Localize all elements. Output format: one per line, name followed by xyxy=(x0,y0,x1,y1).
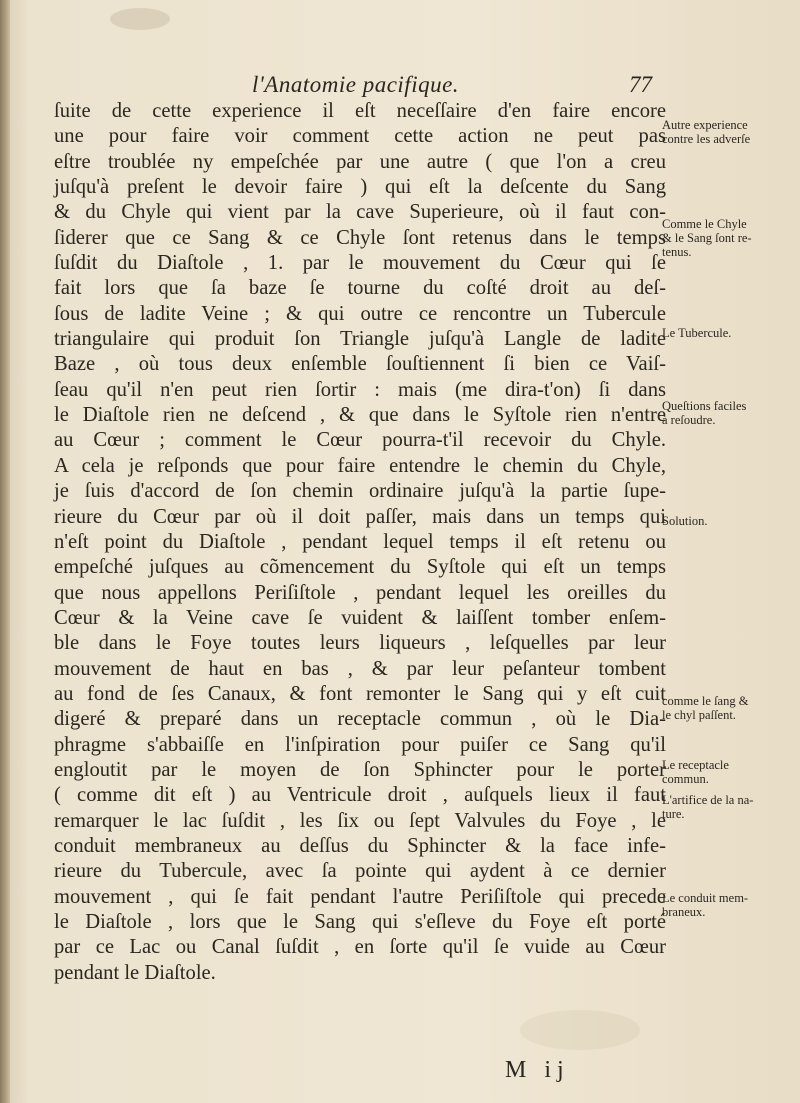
text-line: n'eſt point du Diaſtole , pendant lequel temps il eſt retenu ou xyxy=(54,530,666,553)
margin-note-line: ture. xyxy=(662,807,685,821)
text-line: engloutit par le moyen de ſon Sphincter pour le porter xyxy=(54,758,666,781)
margin-note xyxy=(662,891,798,919)
text-line: conduit membraneux au deſſus du Sphincter & la face infe- xyxy=(54,834,666,857)
margin-note xyxy=(662,793,798,821)
page-header xyxy=(230,72,660,102)
text-line: triangulaire qui produit ſon Triangle juſqu'à Langle de ladite xyxy=(54,328,666,351)
text-line: empeſché juſques au cõmencement du Syſtole qui eſt un temps xyxy=(54,556,666,579)
margin-note-line: à reſoudre. xyxy=(662,413,716,427)
body-text xyxy=(54,99,666,986)
text-line: digeré & preparé dans un receptacle commun , où le Dia- xyxy=(54,708,666,731)
text-line: par ce Lac ou Canal ſuſdit , en ſorte qu'il ſe vuide au Cœur xyxy=(54,936,666,959)
margin-note-line: contre les adverſe xyxy=(662,132,751,146)
text-line: fait lors que ſa baze ſe tourne du coſté droit au deſ- xyxy=(54,277,666,300)
text-line: rieure du Cœur par où il doit paſſer, mais dans un temps qui xyxy=(54,505,666,528)
text-line: A cela je reſponds que pour faire entendre le chemin du Chyle, xyxy=(54,454,666,477)
margin-note xyxy=(662,694,798,722)
margin-note-line: Le Tubercule. xyxy=(662,326,732,340)
text-line: mouvement , qui ſe fait pendant l'autre Periſiſtole qui precede xyxy=(54,885,666,908)
margin-note-line: Comme le Chyle xyxy=(662,217,747,231)
margin-note-line: Autre experience xyxy=(662,118,748,132)
text-line: ſiderer que ce Sang & ce Chyle ſont retenus dans le temps xyxy=(54,226,666,249)
text-line: juſqu'à preſent le devoir faire ) qui eſt la deſcente du Sang xyxy=(54,176,666,199)
text-line: Baze , où tous deux enſemble ſouſtiennent ſi bien ce Vaiſ- xyxy=(54,353,666,376)
text-line: ble dans le Foye toutes leurs liqueurs , leſquelles par leur xyxy=(54,632,666,655)
text-line: que nous appellons Periſiſtole , pendant lequel les oreilles du xyxy=(54,581,666,604)
margin-note xyxy=(662,217,798,259)
text-line: ſuſdit du Diaſtole , 1. par le mouvement du Cœur qui ſe xyxy=(54,252,666,275)
margin-note-line: L'artifice de la na- xyxy=(662,793,754,807)
margin-note-line: commun. xyxy=(662,772,709,786)
book-spine-edge xyxy=(0,0,10,1103)
text-line: ſous de ladite Veine ; & qui outre ce rencontre un Tubercule xyxy=(54,302,666,325)
text-line: ( comme dit eſt ) au Ventricule droit , auſquels lieux il faut xyxy=(54,784,666,807)
margin-note xyxy=(662,399,798,427)
text-line: le Diaſtole , lors que le Sang qui s'eſleve du Foye eſt porté xyxy=(54,911,666,933)
text-line: le Diaſtole rien ne deſcend , & que dans le Syſtole rien n'entre xyxy=(54,404,666,427)
signature-mark: M ij xyxy=(505,1057,570,1083)
text-line: une pour faire voir comment cette action ne peut pas xyxy=(54,125,666,148)
margin-note-line: Le conduit mem- xyxy=(662,891,749,905)
margin-note-line: Le receptacle xyxy=(662,758,729,772)
running-title: l'Anatomie pacifique. xyxy=(252,72,460,97)
margin-note xyxy=(662,514,798,528)
text-line: & du Chyle qui vient par la cave Superieure, où il faut con- xyxy=(54,201,666,224)
text-line: au Cœur ; comment le Cœur pourra-t'il recevoir du Chyle. xyxy=(54,429,666,452)
text-line: Cœur & la Veine cave ſe vuident & laiſſent tomber enſem- xyxy=(54,606,666,629)
margin-note xyxy=(662,118,798,146)
text-line: rieure du Tubercule, avec ſa pointe qui aydent à ce dernier xyxy=(54,860,666,883)
text-line: mouvement de haut en bas , & par leur peſanteur tombent xyxy=(54,657,666,680)
margin-note-line: Solution. xyxy=(662,514,708,528)
text-line: pendant le Diaſtole. xyxy=(54,961,216,984)
paper-stain xyxy=(110,8,170,30)
margin-note-line: braneux. xyxy=(662,905,706,919)
paper-stain xyxy=(520,1010,640,1050)
margin-note-line: le chyl paſſent. xyxy=(662,708,736,722)
text-line: ſuite de cette experience il eſt neceſſaire d'en faire encore xyxy=(54,100,666,122)
page-number: 77 xyxy=(629,72,652,97)
text-line: je ſuis d'accord de ſon chemin ordinaire juſqu'à la partie ſupe- xyxy=(54,480,666,503)
text-line: eſtre troublée ny empeſchée par une autre ( que l'on a creu xyxy=(54,150,666,173)
text-line: phragme s'abbaiſſe en l'inſpiration pour puiſer ce Sang qu'il xyxy=(54,733,666,756)
text-line: ſeau qu'il n'en peut rien ſortir : mais (me dira-t'on) ſi dans xyxy=(54,378,666,401)
margin-note-line: tenus. xyxy=(662,245,692,259)
margin-note-line: comme le ſang & xyxy=(662,694,749,708)
text-line: remarquer le lac ſuſdit , les ſix ou ſept Valvules du Foye , le xyxy=(54,809,666,832)
text-line: au fond de ſes Canaux, & font remonter le Sang qui y eſt cuit xyxy=(54,682,666,705)
margin-note-line: & le Sang ſont re- xyxy=(662,231,752,245)
margin-note xyxy=(662,758,798,786)
margin-note-line: Queſtions faciles xyxy=(662,399,747,413)
margin-note xyxy=(662,326,798,340)
